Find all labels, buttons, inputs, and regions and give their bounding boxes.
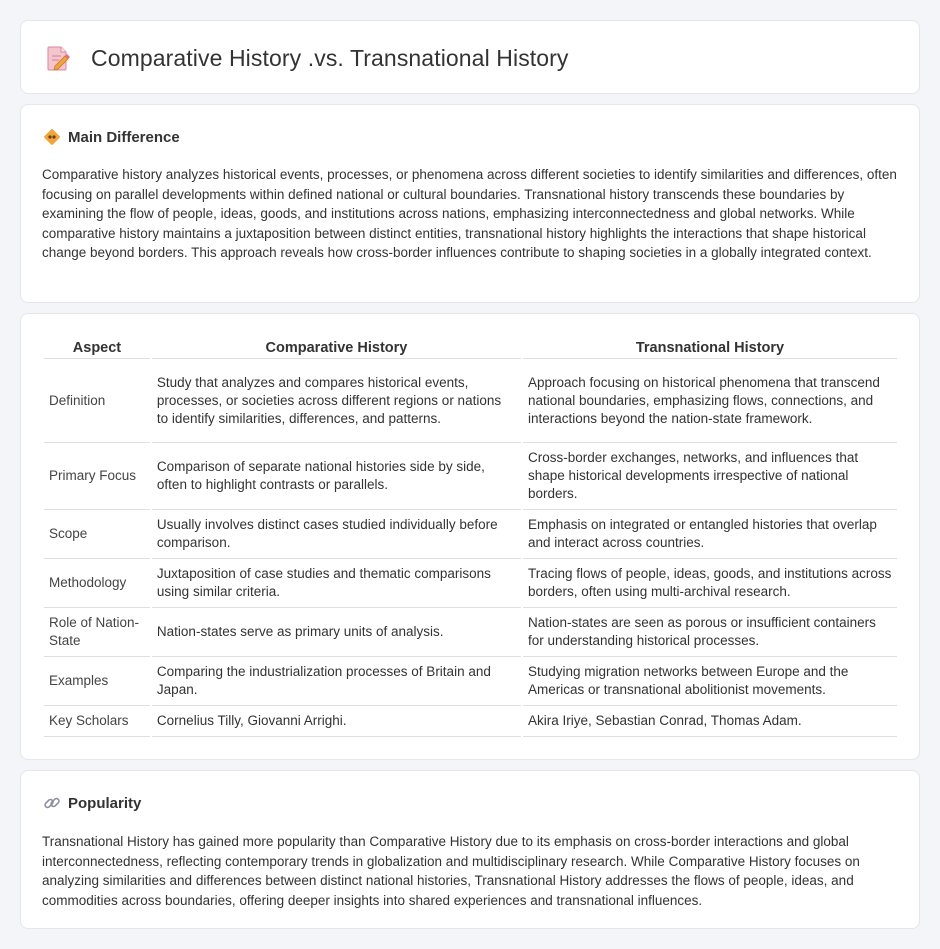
row-aspect: Methodology <box>44 559 150 608</box>
row-comparative: Comparison of separate national histories side by side, often to highlight contrasts or parallels. <box>152 443 521 510</box>
row-comparative: Nation-states serve as primary units of analysis. <box>152 608 521 657</box>
table-row <box>44 559 897 608</box>
popularity-text: Transnational History has gained more popularity than Comparative History due to its emphasis on cross-border interactions and global interconnectedness, reflecting contemporary trends in globalization and multidisciplinary research. While Comparative History focuses on analyzing similarities and differences between distinct national histories, Transnational History addresses the flows of people, ideas, and commodities across boundaries, offering deeper insights into shared experiences and transnational influences. <box>42 834 860 908</box>
main-difference-card <box>20 104 920 303</box>
diamond-compare-icon <box>43 128 61 146</box>
row-transnational: Emphasis on integrated or entangled histories that overlap and interact across countries. <box>523 510 897 559</box>
comparison-table-card <box>20 313 920 760</box>
header-comparative: Comparative History <box>152 335 521 359</box>
row-comparative: Cornelius Tilly, Giovanni Arrighi. <box>152 706 521 737</box>
page-title: Comparative History .vs. Transnational History <box>91 44 569 71</box>
popularity-heading: Popularity <box>68 794 142 812</box>
link-icon <box>43 794 61 812</box>
main-difference-text: Comparative history analyzes historical events, processes, or phenomena across different societies to identify similarities and differences, often focusing on parallel developments within defined national or cultural boundaries. Transnational history transcends these boundaries by examining the flow of people, ideas, goods, and institutions across nations, emphasizing interconnectedness and global networks. While comparative history maintains a juxtaposition between distinct entities, transnational history highlights the interactions that shape historical change beyond borders. This approach reveals how cross-border influences contribute to shaping societies in a globally integrated context. <box>42 167 897 260</box>
row-transnational: Approach focusing on historical phenomena that transcend national boundaries, emphasizing flows, connections, and interactions beyond the nation-state framework. <box>523 359 897 443</box>
table-row <box>44 608 897 657</box>
main-difference-heading: Main Difference <box>68 128 180 146</box>
row-comparative: Study that analyzes and compares historical events, processes, or societies across different regions or nations to identify similarities, differences, and patterns. <box>152 359 521 443</box>
row-comparative: Usually involves distinct cases studied individually before comparison. <box>152 510 521 559</box>
table-row <box>44 443 897 510</box>
title-row <box>45 44 569 72</box>
header-transnational: Transnational History <box>523 335 897 359</box>
table-header-row <box>44 335 897 359</box>
popularity-header <box>43 794 141 812</box>
row-transnational: Akira Iriye, Sebastian Conrad, Thomas Adam. <box>523 706 897 737</box>
row-transnational: Nation-states are seen as porous or insufficient containers for understanding historical processes. <box>523 608 897 657</box>
row-transnational: Tracing flows of people, ideas, goods, and institutions across borders, often using multi-archival research. <box>523 559 897 608</box>
row-comparative: Comparing the industrialization processes of Britain and Japan. <box>152 657 521 706</box>
table-row <box>44 706 897 737</box>
header-aspect: Aspect <box>44 335 150 359</box>
row-comparative: Juxtaposition of case studies and thematic comparisons using similar criteria. <box>152 559 521 608</box>
main-difference-header <box>43 128 180 146</box>
row-aspect: Key Scholars <box>44 706 150 737</box>
table-row <box>44 359 897 443</box>
comparison-table <box>42 335 899 737</box>
table-row <box>44 510 897 559</box>
row-aspect: Definition <box>44 359 150 443</box>
title-card <box>20 20 920 94</box>
popularity-card <box>20 770 920 929</box>
document-pencil-icon <box>45 44 71 72</box>
row-aspect: Role of Nation-State <box>44 608 150 657</box>
row-aspect: Scope <box>44 510 150 559</box>
row-aspect: Examples <box>44 657 150 706</box>
row-transnational: Studying migration networks between Europe and the Americas or transnational abolitionist movements. <box>523 657 897 706</box>
row-transnational: Cross-border exchanges, networks, and influences that shape historical developments irrespective of national borders. <box>523 443 897 510</box>
row-aspect: Primary Focus <box>44 443 150 510</box>
table-row <box>44 657 897 706</box>
